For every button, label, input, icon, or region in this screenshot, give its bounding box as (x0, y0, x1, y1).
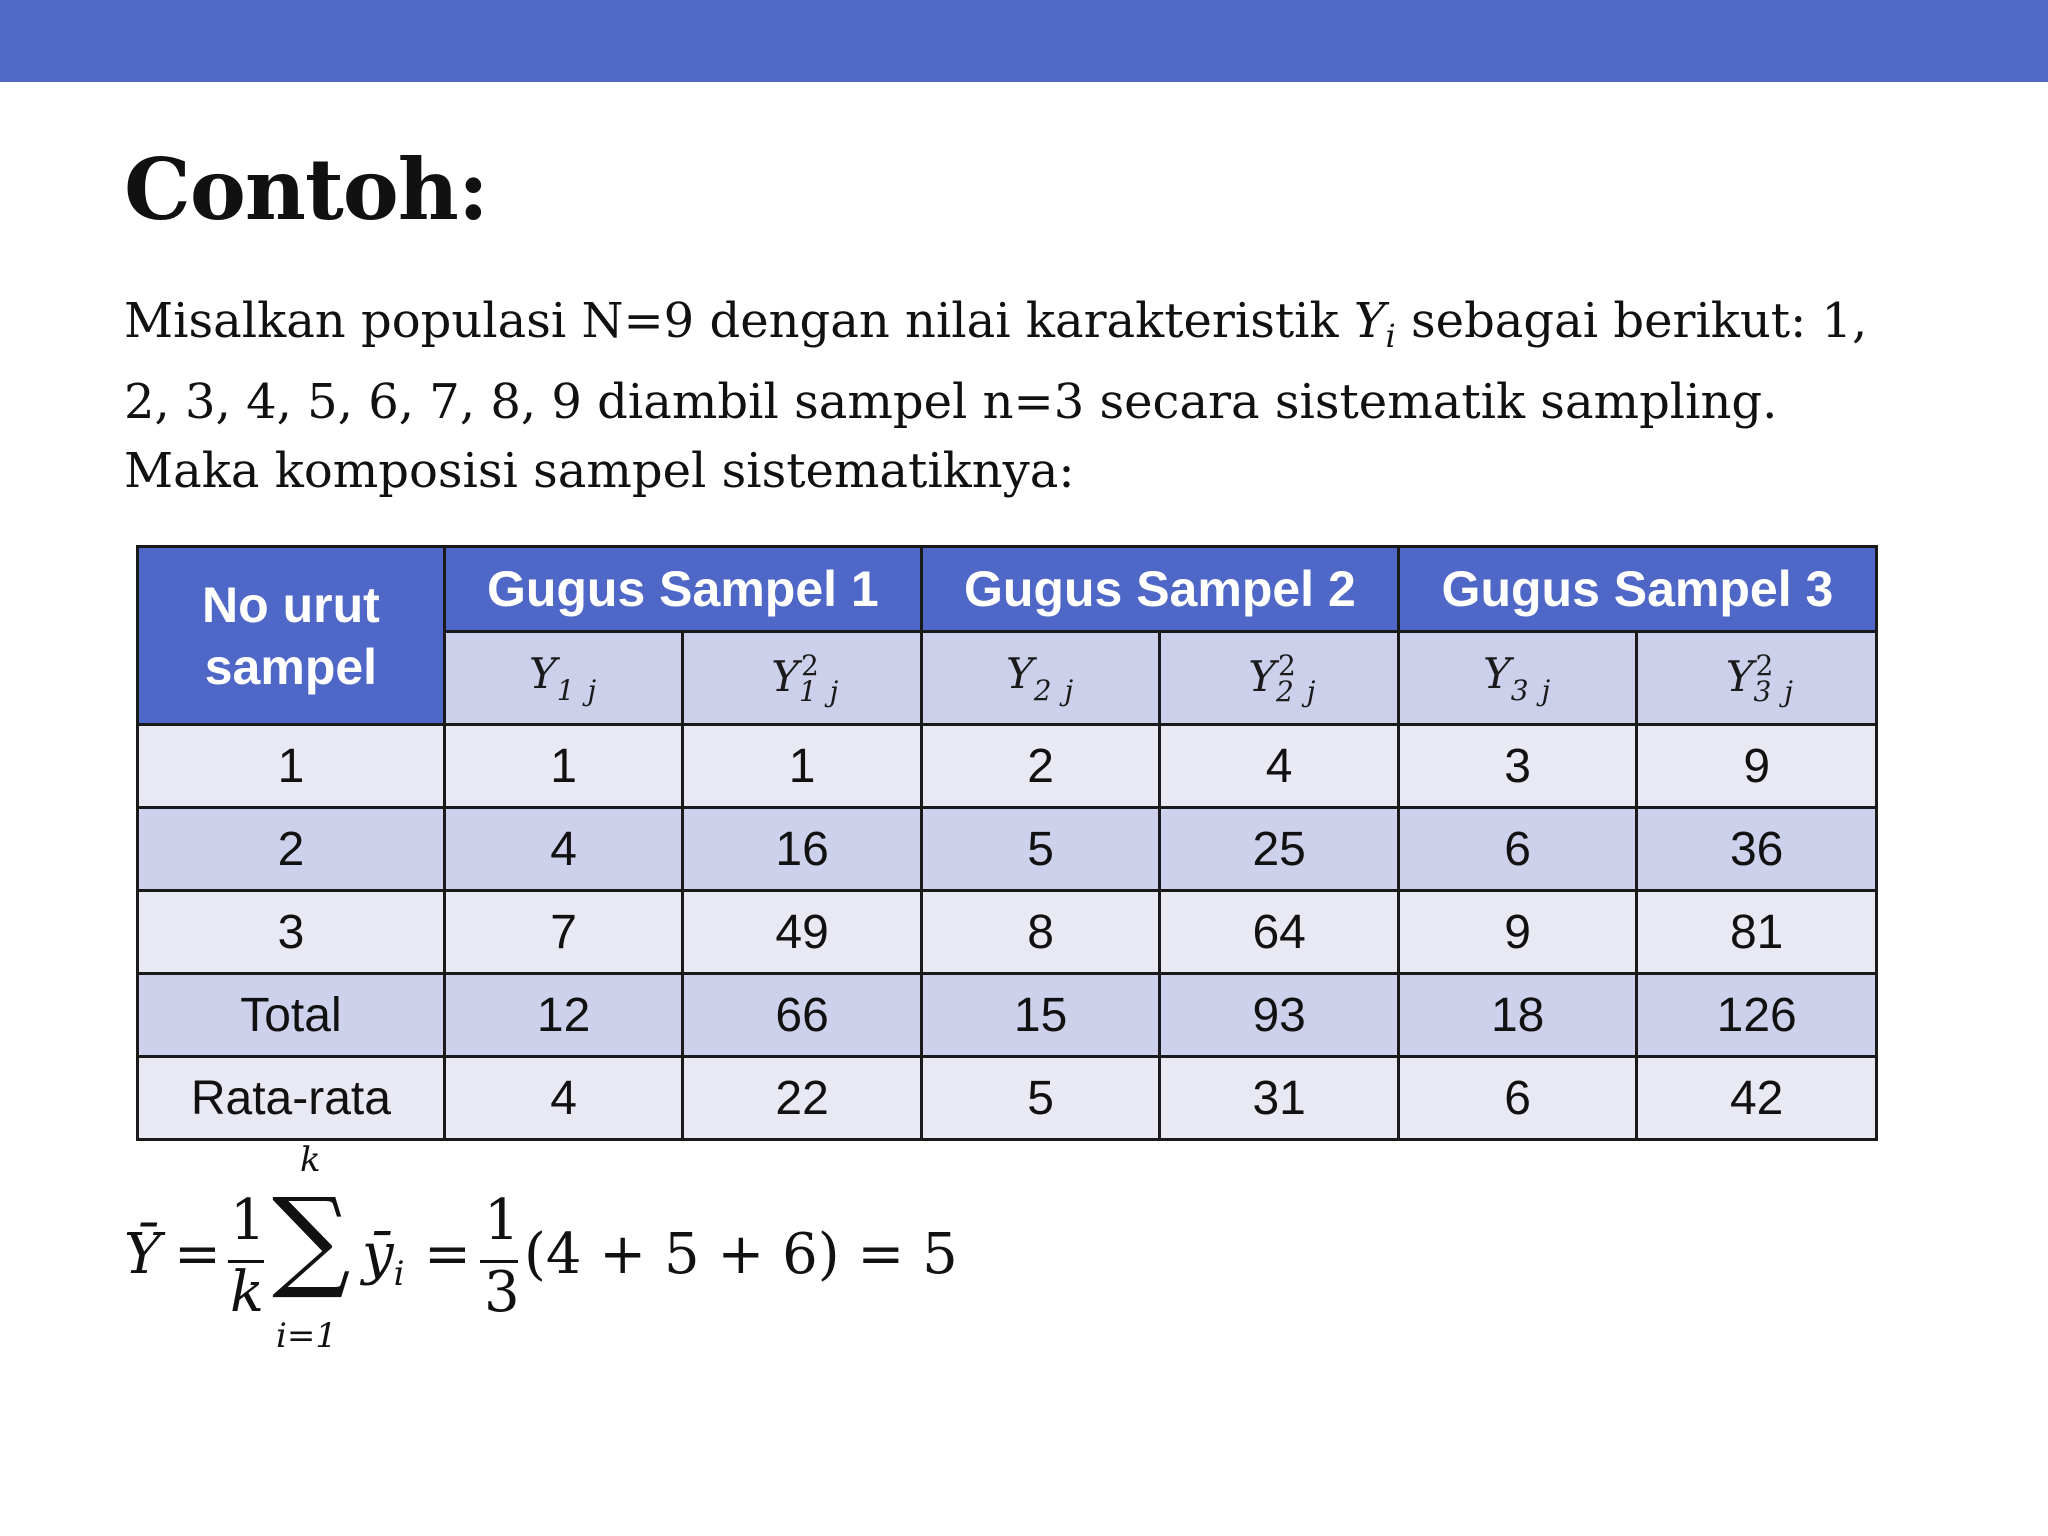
math-variable-yi (1353, 293, 1396, 355)
mean-formula (124, 1140, 1024, 1370)
table-cell: 22 (683, 1057, 922, 1140)
table-cell: 4 (444, 808, 683, 891)
table-cell: 93 (1160, 974, 1399, 1057)
table-cell: 8 (921, 891, 1160, 974)
composition-paragraph: Maka komposisi sampel sistematiknya: (124, 443, 1075, 499)
header-group-1: Gugus Sampel 1 (444, 547, 921, 632)
table-row-total (138, 974, 1877, 1057)
formula-frac2-numerator: 1 (484, 1188, 520, 1253)
table-cell: 42 (1637, 1057, 1877, 1140)
row-label: Total (138, 974, 445, 1057)
table-cell: 25 (1160, 808, 1399, 891)
table-cell: 18 (1398, 974, 1636, 1057)
table-cell: 6 (1398, 1057, 1636, 1140)
formula-frac1-denominator: k (230, 1260, 264, 1325)
subheader-y1j: $Y_{1 j}$ (444, 632, 683, 725)
row-label: 3 (138, 891, 445, 974)
row-label: 1 (138, 725, 445, 808)
variable-subscript-i: i (1385, 317, 1396, 355)
sigma-icon: ∑ (272, 1174, 351, 1302)
table-row (138, 808, 1877, 891)
intro-paragraph (124, 288, 1924, 435)
formula-sum-upper: k (300, 1140, 321, 1180)
slide-title: Contoh: (124, 140, 488, 239)
variable-y: Y (1353, 293, 1386, 349)
intro-text-end: sebagai berikut: 1, 2, 3, 4, 5, 6, 7, 8, 9 diambil sampel n=3 secara sistematik sampling. (124, 293, 1868, 430)
subheader-y2j: $Y_{2 j}$ (921, 632, 1160, 725)
table-cell: 81 (1637, 891, 1877, 974)
header-group-2: Gugus Sampel 2 (921, 547, 1398, 632)
subheader-y1j-squared: Y 2 1 j (683, 632, 922, 725)
header-row-label: No urut sampel (138, 547, 445, 725)
formula-frac1-numerator: 1 (230, 1188, 266, 1253)
table-cell: 5 (921, 808, 1160, 891)
formula-equals-2: = (424, 1222, 471, 1287)
table-cell: 36 (1637, 808, 1877, 891)
table-cell: 126 (1637, 974, 1877, 1057)
table-cell: 6 (1398, 808, 1636, 891)
table-cell: 16 (683, 808, 922, 891)
table-row-average (138, 1057, 1877, 1140)
table-row (138, 725, 1877, 808)
table-cell: 7 (444, 891, 683, 974)
table-cell: 1 (444, 725, 683, 808)
subheader-y3j: $Y_{3 j}$ (1398, 632, 1636, 725)
table-row (138, 891, 1877, 974)
systematic-sample-table (136, 545, 1878, 1141)
row-label: Rata-rata (138, 1057, 445, 1140)
table-cell: 9 (1637, 725, 1877, 808)
table-cell: 15 (921, 974, 1160, 1057)
formula-term: $ȳ_i$ (362, 1222, 405, 1295)
table-cell: 3 (1398, 725, 1636, 808)
table-cell: 31 (1160, 1057, 1399, 1140)
table-cell: 5 (921, 1057, 1160, 1140)
row-label: 2 (138, 808, 445, 891)
formula-tail: (4 + 5 + 6) = 5 (524, 1222, 958, 1287)
table-cell: 49 (683, 891, 922, 974)
formula-lhs: Ȳ (124, 1222, 161, 1287)
table-cell: 2 (921, 725, 1160, 808)
table-cell: 4 (444, 1057, 683, 1140)
table-cell: 1 (683, 725, 922, 808)
subheader-y3j-squared: Y 2 3 j (1637, 632, 1877, 725)
header-group-3: Gugus Sampel 3 (1398, 547, 1876, 632)
subheader-y2j-squared: Y 2 2 j (1160, 632, 1399, 725)
table-cell: 66 (683, 974, 922, 1057)
table-cell: 64 (1160, 891, 1399, 974)
intro-text-start: Misalkan populasi N=9 dengan nilai karakteristik (124, 293, 1354, 349)
table-cell: 9 (1398, 891, 1636, 974)
formula-sum-lower: i=1 (276, 1316, 337, 1356)
table-cell: 12 (444, 974, 683, 1057)
formula-equals: = (174, 1222, 221, 1287)
top-accent-bar (0, 0, 2048, 82)
table-cell: 4 (1160, 725, 1399, 808)
formula-frac2-denominator: 3 (484, 1260, 520, 1325)
